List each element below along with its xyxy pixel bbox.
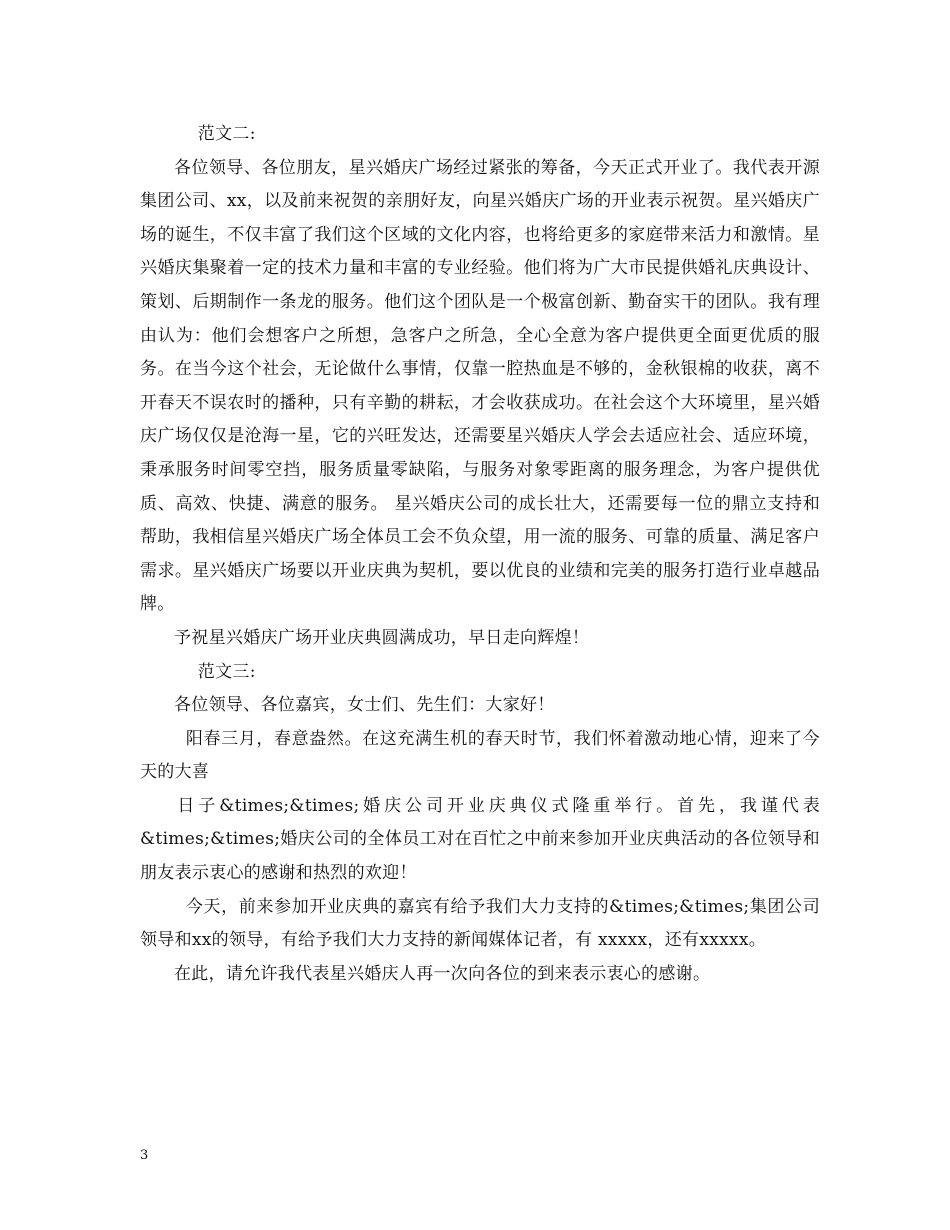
section-heading-fanwen-san: 范文三: bbox=[197, 661, 256, 682]
document-body bbox=[140, 118, 820, 991]
paragraph-blessing: 予祝星兴婚庆广场开业庆典圆满成功，早日走向辉煌！ bbox=[174, 627, 590, 648]
paragraph-thanks: 在此，请允许我代表星兴婚庆人再一次向各位的到来表示衷心的感谢。 bbox=[174, 963, 711, 984]
paragraph-greeting: 各位领导、各位嘉宾，女士们、先生们：大家好！ bbox=[174, 695, 555, 716]
paragraph-guests: 今天，前来参加开业庆典的嘉宾有给予我们大力支持的&times;&times;集团公司领导和xx的领导，有给予我们大力支持的新闻媒体记者，有 xxxxx，还有xxxxx。 bbox=[140, 896, 820, 951]
paragraph-opening-speech: 各位领导、各位朋友，星兴婚庆广场经过紧张的筹备，今天正式开业了。我代表开源集团公司、xx，以及前来祝贺的亲朋好友，向星兴婚庆广场的开业表示祝贺。星兴婚庆广场的诞生，不仅丰富了我们这个区域的文化内容，也将给更多的家庭带来活力和激情。星兴婚庆集聚着一定的技术力量和丰富的专业经验。他们将为广大市民提供婚礼庆典设计、策划、后期制作一条龙的服务。他们这个团队是一个极富创新、勤奋实干的团队。我有理由认为：他们会想客户之所想，急客户之所急，全心全意为客户提供更全面更优质的服务。在当今这个社会，无论做什么事情，仅靠一腔热血是不够的，金秋银棉的收获，离不开春天不误农时的播种，只有辛勤的耕耘，才会收获成功。在社会这个大环境里，星兴婚庆广场仅仅是沧海一星，它的兴旺发达，还需要星兴婚庆人学会去适应社会、适应环境，秉承服务时间零空挡，服务质量零缺陷，与服务对象零距离的服务理念，为客户提供优质、高效、快捷、满意的服务。 星兴婚庆公司的成长壮大，还需要每一位的鼎立支持和帮助，我相信星兴婚庆广场全体员工会不负众望，用一流的服务、可靠的质量、满足客户需求。星兴婚庆广场要以开业庆典为契机，要以优良的业绩和完美的服务打造行业卓越品牌。 bbox=[140, 157, 820, 615]
section-heading-fanwen-er: 范文二: bbox=[197, 124, 256, 144]
paragraph-spring: 阳春三月，春意盎然。在这充满生机的春天时节，我们怀着激动地心情，迎来了今天的大喜 bbox=[140, 728, 820, 783]
paragraph-ceremony: 日子&times;&times;婚庆公司开业庆典仪式隆重举行。首先，我谨代表&times;&times;婚庆公司的全体员工对在百忙之中前来参加开业庆典活动的各位领导和朋友表示衷心的感谢和热烈的欢迎！ bbox=[140, 795, 820, 884]
page-number: 3 bbox=[140, 1148, 149, 1163]
